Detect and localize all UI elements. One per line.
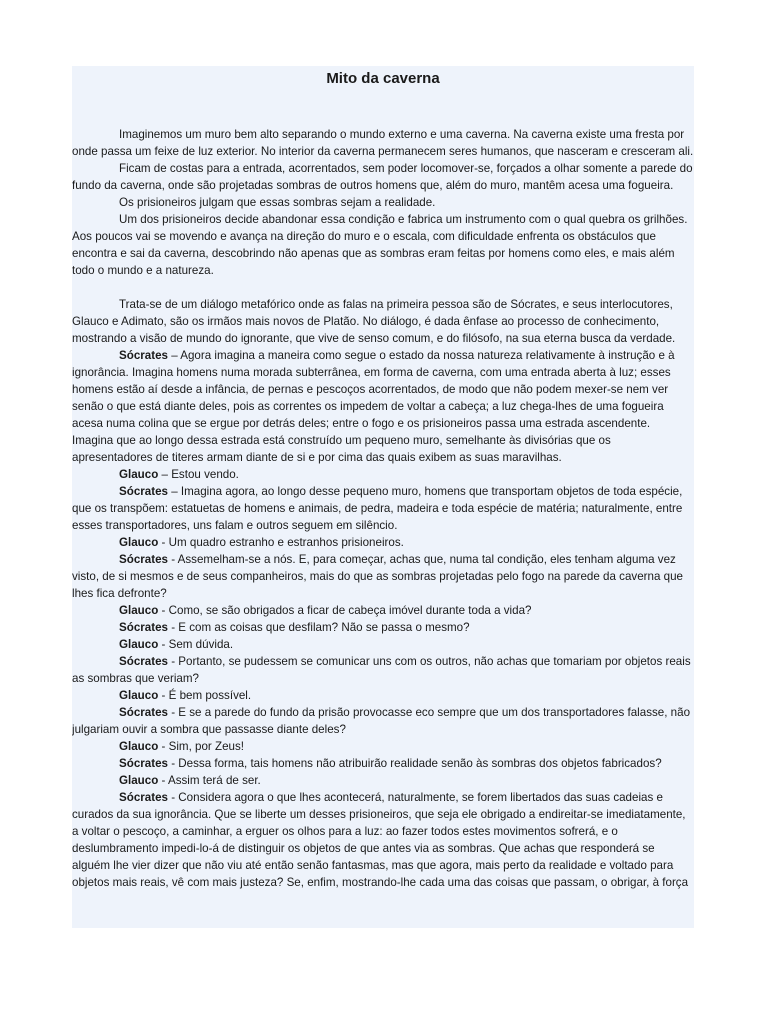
speaker-separator: –	[167, 349, 181, 362]
speaker-separator: -	[167, 621, 179, 634]
speech-text: Sem dúvida.	[168, 638, 234, 651]
document-page	[72, 66, 694, 928]
speech-text: E com as coisas que desfilam? Não se passa o mesmo?	[178, 621, 470, 634]
speaker-name: Glauco	[119, 468, 159, 481]
dialogue-line	[72, 636, 694, 653]
dialogue-line	[72, 789, 694, 891]
dialogue-line	[72, 483, 694, 534]
dialogue-line	[72, 653, 694, 687]
speaker-separator: -	[167, 791, 179, 804]
intro-paragraph: Um dos prisioneiros decide abandonar essa condição e fabrica um instrumento com o qual quebra os grilhões. Aos poucos vai se movendo e avança na direção do muro e o escala, com dificuldade enfrenta os obstáculos que encontra e sai da caverna, descobrindo não apenas que as sombras eram feitas por homens como eles, e mais além todo o mundo e a natureza.	[72, 213, 688, 277]
dialogue-line	[72, 619, 694, 636]
dialogue-line	[72, 704, 694, 738]
speaker-separator: -	[158, 689, 169, 702]
speaker-separator: -	[158, 638, 169, 651]
speech-text: Dessa forma, tais homens não atribuirão realidade senão às sombras dos objetos fabricados?	[178, 757, 662, 770]
speaker-name: Sócrates	[119, 655, 168, 668]
speaker-name: Sócrates	[119, 553, 168, 566]
speech-text: Sim, por Zeus!	[168, 740, 245, 753]
intro-paragraph: Os prisioneiros julgam que essas sombras sejam a realidade.	[119, 196, 436, 209]
intro-paragraph: Imaginemos um muro bem alto separando o mundo externo e uma caverna. Na caverna existe uma fresta por onde passa um feixe de luz exterior. No interior da caverna permanecem seres humanos, que nasceram e cresceram ali.	[72, 128, 694, 158]
speech-text: Imagina agora, ao longo desse pequeno muro, homens que transportam objetos de toda espécie, que os transpõem: estatuetas de homens e animais, de pedra, madeira e toda espécie de matéria; naturalmente, entre esses transportadores, uns falam e outros seguem em silêncio.	[72, 485, 683, 532]
speaker-name: Sócrates	[119, 757, 168, 770]
speaker-name: Glauco	[119, 740, 159, 753]
speaker-name: Glauco	[119, 604, 159, 617]
intro-paragraph: Ficam de costas para a entrada, acorrentados, sem poder locomover-se, forçados a olhar somente a parede do fundo da caverna, onde são projetadas sombras de outros homens que, além do muro, mantêm acesa uma fogueira.	[72, 162, 693, 192]
dialogue	[72, 347, 694, 891]
speech-text: Assim terá de ser.	[167, 774, 261, 787]
speaker-separator: -	[158, 740, 169, 753]
speaker-name: Sócrates	[119, 706, 168, 719]
dialogue-line	[72, 534, 694, 551]
dialogue-line	[72, 347, 694, 466]
speaker-name: Sócrates	[119, 791, 168, 804]
speech-text: Como, se são obrigados a ficar de cabeça imóvel durante toda a vida?	[168, 604, 532, 617]
dialogue-line	[72, 466, 694, 483]
speaker-name: Sócrates	[119, 349, 168, 362]
speaker-separator: -	[167, 757, 179, 770]
speaker-name: Glauco	[119, 638, 159, 651]
speaker-name: Glauco	[119, 774, 159, 787]
dialogue-line	[72, 755, 694, 772]
speaker-separator: -	[158, 774, 168, 787]
speaker-separator: -	[158, 536, 169, 549]
speech-text: Estou vendo.	[171, 468, 239, 481]
dialogue-line	[72, 687, 694, 704]
speaker-separator: –	[158, 468, 172, 481]
speech-text: Considera agora o que lhes acontecerá, naturalmente, se forem libertados das suas cadeias e curados da sua ignorância. Que se liberte um desses prisioneiros, que seja ele obrigado a endireitar-se imediatamente, a voltar o pescoço, a caminhar, a erguer os olhos para a luz: ao fazer todos estes movimentos sofrerá, e o deslumbramento impedi-lo-á de distinguir os objetos de que antes via as sombras. Que achas que responderá se alguém lhe vier dizer que não viu até então senão fantasmas, mas que agora, mais perto da realidade e voltado para objetos mais reais, vê com mais justeza? Se, enfim, mostrando-lhe cada uma das coisas que passam, o obrigar, à força	[72, 791, 689, 889]
speech-text: Portanto, se pudessem se comunicar uns com os outros, não achas que tomariam por objetos reais as sombras que veriam?	[72, 655, 691, 685]
speaker-name: Glauco	[119, 536, 159, 549]
speech-text: Agora imagina a maneira como segue o estado da nossa natureza relativamente à instrução e à ignorância. Imagina homens numa morada subterrânea, em forma de caverna, com uma entrada aberta à luz; esses homens estão aí desde a infância, de pernas e pescoços acorrentados, de modo que não podem mexer-se nem ver senão o que está diante deles, pois as correntes os impedem de voltar a cabeça; a luz chega-lhes de uma fogueira acesa numa colina que se ergue por detrás deles; entre o fogo e os prisioneiros passa uma estrada ascendente. Imagina que ao longo dessa estrada está construído um pequeno muro, semelhante às divisórias que os apresentadores de titeres armam diante de si e por cima das quais exibem as suas maravilhas.	[72, 349, 675, 464]
speaker-separator: -	[167, 706, 179, 719]
dialogue-line	[72, 772, 694, 789]
speaker-separator: –	[167, 485, 181, 498]
speaker-name: Glauco	[119, 689, 159, 702]
speaker-separator: -	[167, 553, 178, 566]
dialogue-line	[72, 602, 694, 619]
context-paragraph: Trata-se de um diálogo metafórico onde as falas na primeira pessoa são de Sócrates, e seus interlocutores, Glauco e Adimato, são os irmãos mais novos de Platão. No diálogo, é dada ênfase ao processo de conhecimento, mostrando a visão de mundo do ignorante, que vive de senso comum, e do filósofo, na sua eterna busca da verdade.	[72, 298, 676, 345]
dialogue-line	[72, 551, 694, 602]
speaker-name: Sócrates	[119, 621, 168, 634]
speech-text: Um quadro estranho e estranhos prisioneiros.	[168, 536, 404, 549]
page-title: Mito da caverna	[326, 70, 440, 87]
speech-text: É bem possível.	[168, 689, 252, 702]
speech-text: E se a parede do fundo da prisão provocasse eco sempre que um dos transportadores falasse, não julgariam ouvir a sombra que passasse diante deles?	[72, 706, 691, 736]
dialogue-line	[72, 738, 694, 755]
speaker-name: Sócrates	[119, 485, 168, 498]
speech-text: Assemelham-se a nós. E, para começar, achas que, numa tal condição, eles tenham alguma vez visto, de si mesmos e de seus companheiros, mais do que as sombras projetadas pelo fogo na parede da caverna que lhes fica defronte?	[72, 553, 683, 600]
speaker-separator: -	[158, 604, 169, 617]
speaker-separator: -	[167, 655, 179, 668]
